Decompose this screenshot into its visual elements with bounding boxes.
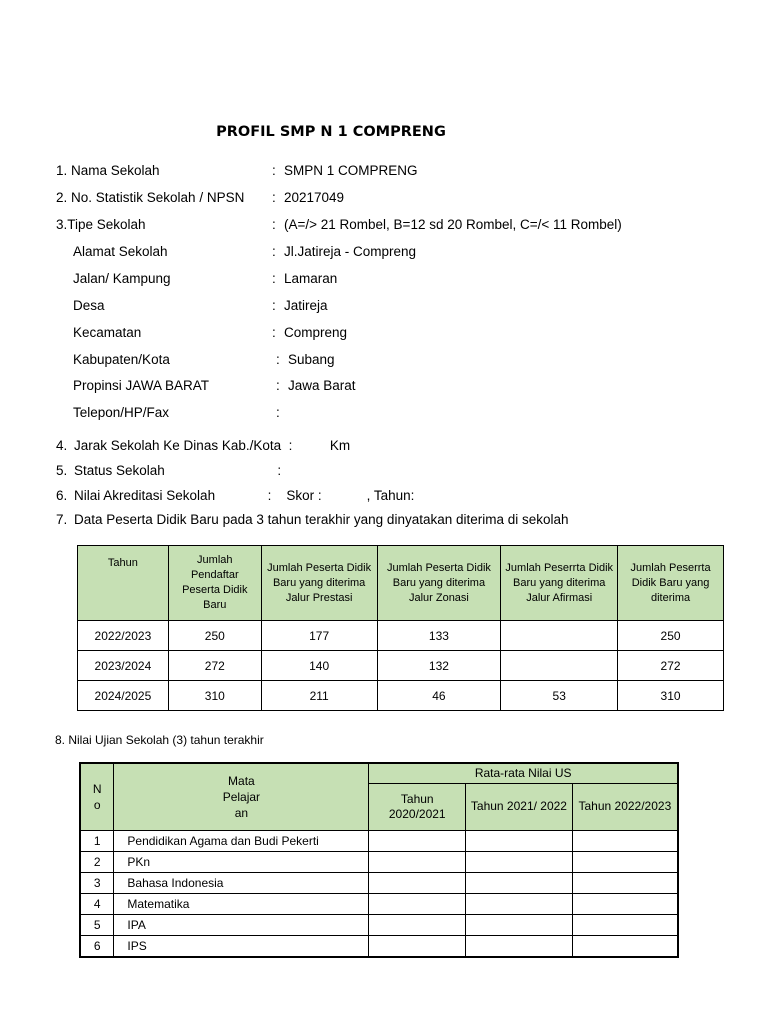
subject-header: Mata Pelajar an xyxy=(114,763,369,830)
row-number: 6 xyxy=(80,935,114,957)
subject-name: Bahasa Indonesia xyxy=(114,872,369,893)
table-row xyxy=(80,935,678,957)
column-header: Jumlah Peserta Didik Baru yang diterima Jalur Prestasi xyxy=(261,546,377,621)
table-row xyxy=(80,893,678,914)
table-cell: 2023/2024 xyxy=(78,651,169,681)
field-label: Telepon/HP/Fax xyxy=(73,405,170,420)
field-label: 2. No. Statistik Sekolah / NPSN xyxy=(56,190,245,205)
item-number: 7. xyxy=(56,512,68,527)
field-colon: : xyxy=(272,271,276,286)
field-value: Compreng xyxy=(284,325,348,340)
subject-name: PKn xyxy=(114,851,369,872)
row-number: 5 xyxy=(80,914,114,935)
field-colon: : xyxy=(272,244,276,259)
table-row xyxy=(78,681,724,711)
column-header: Jumlah Pendaftar Peserta Didik Baru xyxy=(168,546,261,621)
field-colon: : xyxy=(272,298,276,313)
score-cell xyxy=(572,851,678,872)
year-header: Tahun 2021/ 2022 xyxy=(466,783,573,830)
score-cell xyxy=(572,872,678,893)
table-cell xyxy=(501,651,618,681)
table-cell: 250 xyxy=(618,621,724,651)
field-label: 3.Tipe Sekolah xyxy=(56,217,146,232)
score-cell xyxy=(369,893,466,914)
table-cell: 310 xyxy=(168,681,261,711)
year-header: Tahun 2020/2021 xyxy=(369,783,466,830)
no-header: N o xyxy=(80,763,114,830)
field-label: Jalan/ Kampung xyxy=(73,271,171,286)
field-colon: : xyxy=(276,352,280,367)
score-cell xyxy=(369,914,466,935)
page-title: PROFIL SMP N 1 COMPRENG xyxy=(216,124,446,140)
table-row xyxy=(80,851,678,872)
table-cell: 211 xyxy=(261,681,377,711)
item-text: Data Peserta Didik Baru pada 3 tahun terakhir yang dinyatakan diterima di sekolah xyxy=(74,512,569,527)
field-value: Lamaran xyxy=(284,271,338,286)
exam-scores-table xyxy=(79,762,679,958)
field-colon: : xyxy=(276,405,280,420)
new-students-table xyxy=(77,545,724,711)
table-cell: 132 xyxy=(377,651,501,681)
table-header-row xyxy=(78,546,724,621)
table-cell: 133 xyxy=(377,621,501,651)
item-number: 5. xyxy=(56,463,68,478)
table-row xyxy=(80,830,678,851)
score-cell xyxy=(572,914,678,935)
column-header: Tahun xyxy=(78,546,169,621)
table-row xyxy=(78,621,724,651)
table-cell: 2022/2023 xyxy=(78,621,169,651)
field-value: (A=/> 21 Rombel, B=12 sd 20 Rombel, C=/< 11 Rombel) xyxy=(284,217,622,232)
table-cell: 272 xyxy=(168,651,261,681)
table-cell: 53 xyxy=(501,681,618,711)
section-8-heading: 8. Nilai Ujian Sekolah (3) tahun terakhir xyxy=(55,733,264,747)
field-colon: : xyxy=(272,163,276,178)
table-cell xyxy=(501,621,618,651)
table-cell: 46 xyxy=(377,681,501,711)
field-colon: : xyxy=(276,378,280,393)
column-header: Jumlah Peserrta Didik Baru yang diterima Jalur Afirmasi xyxy=(501,546,618,621)
table-row xyxy=(78,651,724,681)
score-cell xyxy=(369,830,466,851)
row-number: 1 xyxy=(80,830,114,851)
field-value: 20217049 xyxy=(284,190,345,205)
field-label: 1. Nama Sekolah xyxy=(56,163,160,178)
row-number: 4 xyxy=(80,893,114,914)
field-label: Propinsi JAWA BARAT xyxy=(73,378,210,393)
field-value: Jawa Barat xyxy=(288,378,356,393)
field-colon: : xyxy=(272,325,276,340)
score-cell xyxy=(369,872,466,893)
subject-name: IPS xyxy=(114,935,369,957)
item-text: Nilai Akreditasi Sekolah : Skor : , Tahun: xyxy=(74,488,415,503)
score-cell xyxy=(466,914,573,935)
field-value: SMPN 1 COMPRENG xyxy=(284,163,418,178)
item-number: 4. xyxy=(56,438,68,453)
score-cell xyxy=(369,935,466,957)
score-cell xyxy=(466,893,573,914)
table-row xyxy=(80,914,678,935)
table-cell: 272 xyxy=(618,651,724,681)
item-text: Status Sekolah : xyxy=(74,463,282,478)
table-row xyxy=(80,872,678,893)
item-text: Jarak Sekolah Ke Dinas Kab./Kota : Km xyxy=(74,438,351,453)
row-number: 2 xyxy=(80,851,114,872)
subject-name: Matematika xyxy=(114,893,369,914)
score-cell xyxy=(466,851,573,872)
score-cell xyxy=(572,893,678,914)
row-number: 3 xyxy=(80,872,114,893)
table-cell: 177 xyxy=(261,621,377,651)
column-header: Jumlah Peserta Didik Baru yang diterima Jalur Zonasi xyxy=(377,546,501,621)
score-cell xyxy=(572,935,678,957)
column-header: Jumlah Peserrta Didik Baru yang diterima xyxy=(618,546,724,621)
field-label: Kabupaten/Kota xyxy=(73,352,170,367)
field-value: Subang xyxy=(288,352,335,367)
field-label: Desa xyxy=(73,298,105,313)
table-cell: 250 xyxy=(168,621,261,651)
field-colon: : xyxy=(272,217,276,232)
field-colon: : xyxy=(272,190,276,205)
average-score-header: Rata-rata Nilai US xyxy=(369,763,678,783)
score-cell xyxy=(572,830,678,851)
table-cell: 140 xyxy=(261,651,377,681)
subject-name: Pendidikan Agama dan Budi Pekerti xyxy=(114,830,369,851)
field-value: Jl.Jatireja - Compreng xyxy=(284,244,417,259)
subject-name: IPA xyxy=(114,914,369,935)
year-header: Tahun 2022/2023 xyxy=(572,783,678,830)
item-number: 6. xyxy=(56,488,68,503)
score-cell xyxy=(369,851,466,872)
field-value: Jatireja xyxy=(284,298,328,313)
field-label: Kecamatan xyxy=(73,325,142,340)
field-label: Alamat Sekolah xyxy=(73,244,168,259)
score-cell xyxy=(466,830,573,851)
table-cell: 2024/2025 xyxy=(78,681,169,711)
score-cell xyxy=(466,935,573,957)
table-cell: 310 xyxy=(618,681,724,711)
score-cell xyxy=(466,872,573,893)
